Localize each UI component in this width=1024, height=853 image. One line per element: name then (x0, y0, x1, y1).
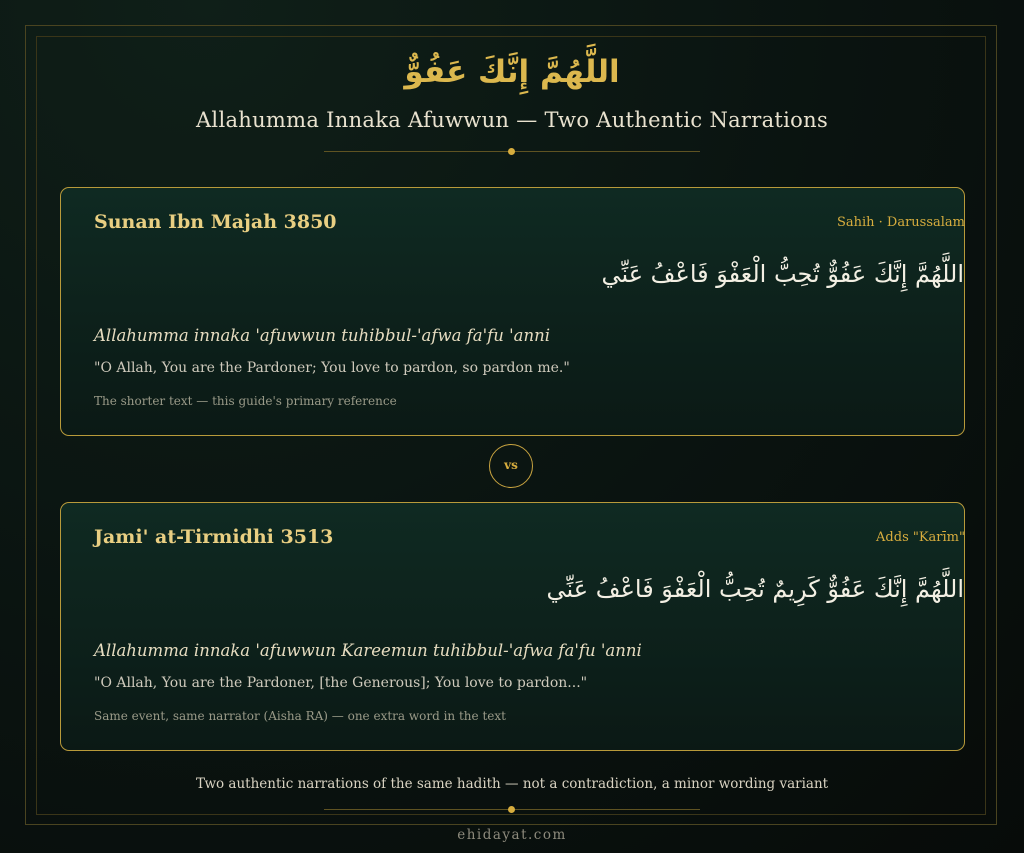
header-divider-dot (508, 148, 515, 155)
arabic-title: اللَّهُمَّ إِنَّكَ عَفُوٌّ (404, 54, 620, 90)
variant-badge: Adds "Karīm" (876, 530, 965, 545)
narration-card-ibn-majah (60, 187, 965, 436)
footer-divider-dot (508, 806, 515, 813)
card-note: Same event, same narrator (Aisha RA) — one extra word in the text (94, 709, 506, 723)
transliteration: Allahumma innaka 'afuwwun Kareemun tuhibbul-'afwa fa'fu 'anni (94, 641, 642, 660)
card-note: The shorter text — this guide's primary reference (94, 394, 397, 408)
footer-caption: Two authentic narrations of the same hadith — not a contradiction, a minor wording variant (195, 776, 829, 792)
authenticity-badge: Sahih · Darussalam (836, 215, 965, 230)
page-subtitle: Allahumma Innaka Afuwwun — Two Authentic Narrations (195, 108, 829, 132)
transliteration: Allahumma innaka 'afuwwun tuhibbul-'afwa fa'fu 'anni (94, 326, 551, 345)
site-watermark: ehidayat.com (457, 827, 567, 843)
arabic-text: اللَّهُمَّ إِنَّكَ عَفُوٌّ تُحِبُّ الْعَفْوَ فَاعْفُ عَنِّي (601, 260, 964, 288)
card-title: Sunan Ibn Majah 3850 (94, 211, 337, 233)
narration-card-tirmidhi (60, 502, 965, 751)
card-title: Jami' at-Tirmidhi 3513 (94, 526, 334, 548)
translation: "O Allah, You are the Pardoner; You love to pardon, so pardon me." (94, 360, 570, 376)
vs-badge: vs (489, 444, 533, 488)
arabic-text: اللَّهُمَّ إِنَّكَ عَفُوٌّ كَرِيمٌ تُحِبُّ الْعَفْوَ فَاعْفُ عَنِّي (546, 575, 964, 603)
translation: "O Allah, You are the Pardoner, [the Generous]; You love to pardon..." (94, 675, 588, 691)
